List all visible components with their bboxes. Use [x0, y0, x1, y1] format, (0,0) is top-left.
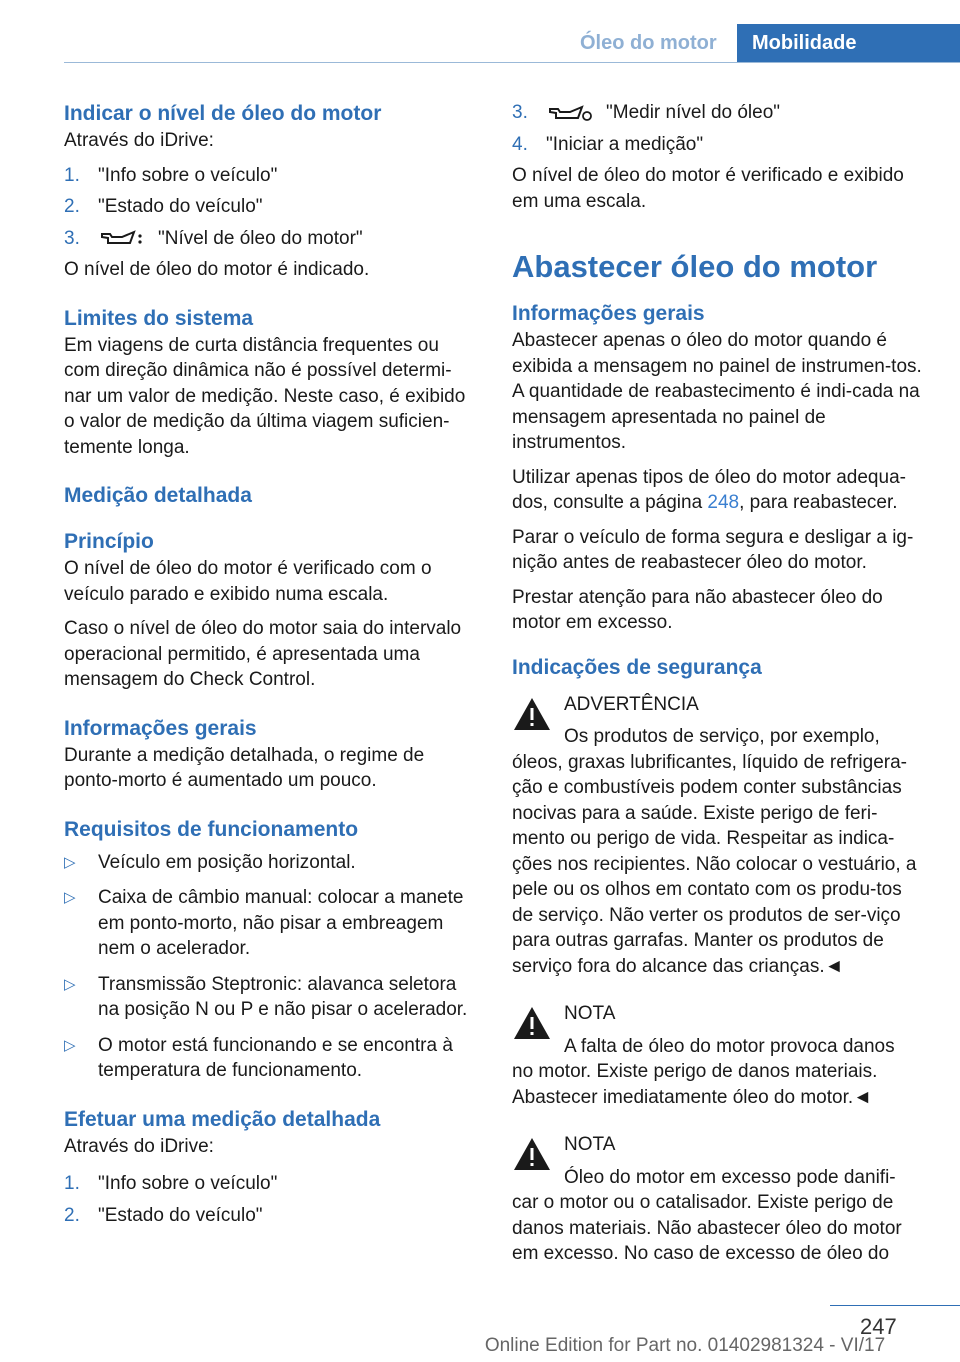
- heading-limites: Limites do sistema: [64, 306, 254, 330]
- list-item: ▷ Transmissão Steptronic: alavanca seletora na posição N ou P e não pisar o acelerador.: [64, 973, 468, 1020]
- heading-principio: Princípio: [64, 530, 154, 553]
- paragraph: Parar o veículo de forma segura e desligar a ig‐nição antes de reabastecer óleo do motor.: [512, 526, 914, 573]
- steps-list-2: [64, 1171, 478, 1228]
- warning-triangle-icon: [512, 1005, 552, 1041]
- list-item: 1. "Info sobre o veículo": [64, 1173, 278, 1194]
- section-tab: Mobilidade: [737, 24, 960, 62]
- list-item: 3. "Nível de óleo do motor": [64, 227, 363, 249]
- page-number: 247: [860, 1314, 897, 1339]
- list-item: 4. "Iniciar a medição": [512, 133, 704, 155]
- paragraph: Prestar atenção para não abastecer óleo do motor em excesso.: [512, 586, 883, 633]
- footer-edition: Online Edition for Part no. 01402981324 - VI/17: [484, 1335, 886, 1356]
- list-item: 2. "Estado do veículo": [64, 1204, 263, 1226]
- via-idrive-1: Através do iDrive:: [64, 130, 214, 151]
- header-rule: [64, 62, 960, 63]
- paragraph: Durante a medição detalhada, o regime de ponto-morto é aumentado um pouco.: [64, 744, 425, 791]
- paragraph: O nível de óleo do motor é indicado.: [64, 259, 370, 280]
- right-column: [512, 100, 928, 1267]
- notice-text: Óleo do motor em excesso pode danifi‐: [564, 1166, 896, 1188]
- notice-title: NOTA: [564, 1134, 616, 1155]
- list-item: 1. "Info sobre o veículo": [64, 164, 278, 186]
- heading-info-gerais: Informações gerais: [64, 716, 257, 740]
- requirements-list: [64, 850, 478, 1084]
- notice-text: A falta de óleo do motor provoca danos: [564, 1035, 895, 1057]
- left-column: [64, 100, 478, 1234]
- via-idrive-2: Através do iDrive:: [64, 1135, 214, 1157]
- notice-block: [512, 1001, 928, 1110]
- paragraph: O nível de óleo do motor é verificado com o veículo parado e exibido numa escala.: [64, 558, 432, 605]
- notice-block: [512, 1132, 928, 1267]
- list-item: ▷ Veículo em posição horizontal.: [64, 851, 356, 873]
- warning-triangle-icon: [512, 696, 552, 732]
- heading-efetuar: Efetuar uma medição detalhada: [64, 1107, 381, 1131]
- steps-list-3: [512, 100, 928, 157]
- warning-title: ADVERTÊNCIA: [564, 693, 699, 715]
- list-item: ▷ O motor está funcionando e se encontra à temperatura de funcionamento.: [64, 1034, 453, 1081]
- page-link[interactable]: 248: [707, 492, 740, 513]
- heading-medicao: Medição detalhada: [64, 484, 252, 507]
- paragraph: O nível de óleo do motor é verificado e exibido em uma escala.: [512, 165, 904, 212]
- notice-text: car o motor ou o catalisador. Existe perigo de danos materiais. Não abastecer óleo do motor em excesso. No caso de excesso de óleo do: [512, 1192, 902, 1264]
- warning-block: [512, 692, 928, 980]
- warning-text: óleos, graxas lubrificantes, líquido de refrigera‐ção e combustíveis podem conter substâncias nocivas para a saúde. Existe perigo de feri‐mento ou perigo de vida. Respeitar as indica‐ções nos recipientes. Não colocar o vestuário, a pele ou os olhos em contato com os produ‐tos de serviço. Não verter os produtos de ser‐viço para outras garrafas. Manter os produtos de serviço fora do alcance das crianças.◄: [512, 751, 917, 977]
- heading-indicar: Indicar o nível de óleo do motor: [64, 102, 382, 125]
- paragraph: Utilizar apenas tipos de óleo do motor adequa‐dos, consulte a página 248, para reabastecer.: [512, 466, 906, 513]
- heading-seguranca: Indicações de segurança: [512, 655, 762, 679]
- warning-text: Os produtos de serviço, por exemplo,: [564, 726, 880, 747]
- heading-requisitos: Requisitos de funcionamento: [64, 817, 359, 841]
- steps-list-1: [64, 163, 478, 252]
- list-item: 3. "Medir nível do óleo": [512, 102, 781, 123]
- footer-rule: [830, 1305, 960, 1306]
- oil-can-icon: [100, 229, 144, 247]
- warning-triangle-icon: [512, 1136, 552, 1172]
- paragraph: Abastecer apenas o óleo do motor quando é exibida a mensagem no painel de instrumen‐tos. A quantidade de reabastecimento é indi‐cada na mensagem apresentada no painel de instrumentos.: [512, 330, 922, 453]
- heading-abastecer: Abastecer óleo do motor: [512, 249, 878, 284]
- oil-can-icon: [548, 104, 592, 122]
- notice-text: no motor. Existe perigo de danos materiais. Abastecer imediatamente óleo do motor.◄: [512, 1061, 878, 1108]
- paragraph: Caso o nível de óleo do motor saia do intervalo operacional permitido, é apresentada uma mensagem do Check Control.: [64, 618, 462, 690]
- chapter-tab: Óleo do motor: [580, 32, 717, 54]
- paragraph: Em viagens de curta distância frequentes ou com direção dinâmica não é possível determi‐nar um valor de medição. Neste caso, é exibido o valor de medição da última viagem suficien‐temente longa.: [64, 334, 466, 458]
- list-item: ▷ Caixa de câmbio manual: colocar a manete em ponto-morto, não pisar a embreagem nem o acelerador.: [64, 887, 464, 959]
- notice-title: NOTA: [564, 1003, 616, 1024]
- list-item: 2. "Estado do veículo": [64, 196, 263, 217]
- heading-info-gerais-2: Informações gerais: [512, 302, 705, 325]
